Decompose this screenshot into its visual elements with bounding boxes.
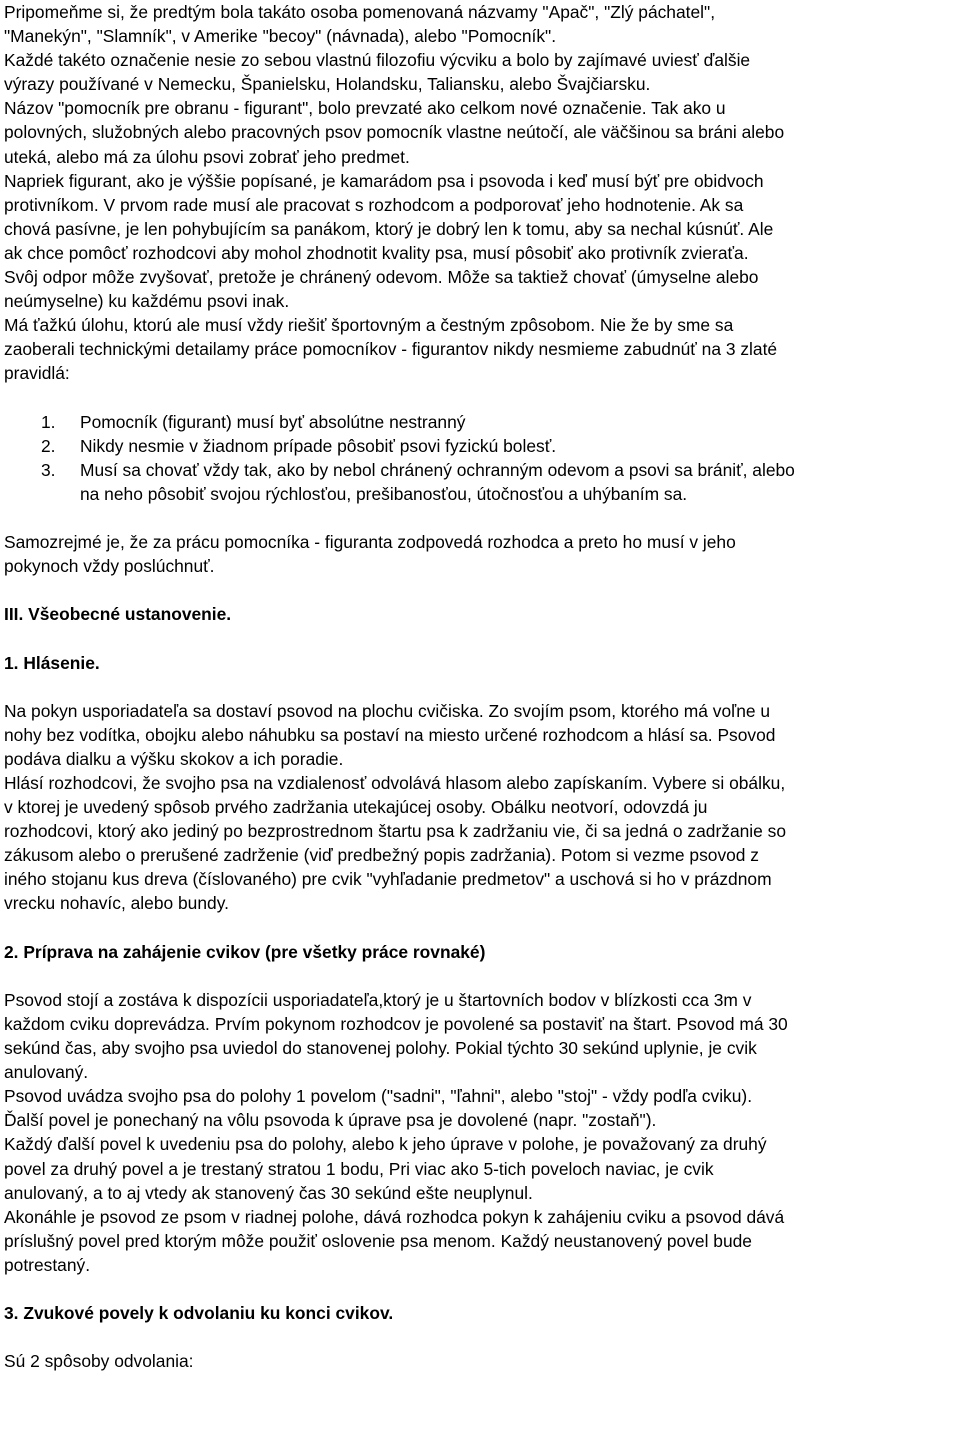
text-line: v ktorej je uvedený spôsob prvého zadržania utekajúcej osoby. Obálku neotvorí, odovzdá ju: [4, 797, 708, 818]
text-line: nohy bez vodítka, obojku alebo náhubku sa postaví na miesto určené rozhodcom a hlásí sa. Psovod: [4, 724, 776, 745]
text-line: chová pasívne, je len pohybujícím sa panákom, ktorý je dobrý len k tomu, aby sa nechal kúsnúť. Ale: [4, 218, 774, 239]
text-line: ak chce pomôcť rozhodcovi aby mohol zhodnotit kvality psa, musí pôsobiť ako protivník zvieraťa.: [4, 242, 749, 263]
list-item-text: Musí sa chovať vždy tak, ako by nebol chránený ochranným odevom a psovi sa brániť, alebo: [80, 459, 795, 480]
text-line: Na pokyn usporiadateľa sa dostaví psovod na plochu cvičiska. Zo svojím psom, ktorého má voľne u: [4, 700, 771, 721]
text-line: anulovaný.: [4, 1062, 89, 1083]
text-line: Má ťažkú úlohu, ktorú ale musí vždy riešiť športovným a čestným zpôsobom. Nie že by sme sa: [4, 315, 734, 336]
subsection-heading: 2. Príprava na zahájenie cvikov (pre všetky práce rovnaké): [4, 941, 486, 962]
text-line: polovných, služobných alebo pracovných psov pomocník vlastne neútočí, ale väčšinou sa bráni alebo: [4, 122, 785, 143]
paragraph: [4, 988, 954, 1277]
paragraph: [4, 530, 954, 578]
text-line: Sú 2 spôsoby odvolania:: [4, 1351, 194, 1372]
text-line: povel za druhý povel a je trestaný stratou 1 bodu, Pri viac ako 5-tich poveloch naviac, je cvik: [4, 1158, 714, 1179]
section-heading: III. Všeobecné ustanovenie.: [4, 604, 232, 625]
paragraph: [4, 699, 954, 916]
list-item: [4, 410, 954, 434]
text-line: každom cviku doprevádza. Prvím pokynom rozhodcov je povolené sa postaviť na štart. Psovod má 30: [4, 1013, 788, 1034]
list-number: 3.: [41, 459, 56, 480]
text-line: "Manekýn", "Slamník", v Amerike "becoy" (návnada), alebo "Pomocník".: [4, 26, 557, 47]
paragraph: [4, 1349, 954, 1373]
intro-paragraphs: [4, 0, 954, 386]
text-line: potrestaný.: [4, 1254, 91, 1275]
text-line: Každé takéto označenie nesie zo sebou vlastnú filozofiu výcviku a bolo by zajímavé uviesť ďalšie: [4, 50, 751, 71]
text-line: Názov "pomocník pre obranu - figurant", bolo prevzaté ako celkom nové označenie. Tak ako u: [4, 98, 726, 119]
text-line: Psovod stojí a zostáva k dispozícii usporiadateľa,ktorý je u štartovních bodov v blízkosti cca 3m v: [4, 989, 752, 1010]
list-number: 2.: [41, 435, 56, 456]
text-line: anulovaný, a to aj vtedy ak stanovený čas 30 sekúnd ešte neuplynul.: [4, 1182, 533, 1203]
text-line: Svôj odpor môže zvyšovať, pretože je chránený odevom. Môže sa taktiež chovať (úmyselne alebo: [4, 267, 759, 288]
list-item-text: Pomocník (figurant) musí byť absolútne nestranný: [80, 411, 466, 432]
list-item-text: na neho pôsobiť svojou rýchlosťou, prešibanosťou, útočnosťou a uhýbaním sa.: [80, 483, 688, 504]
text-line: pokynoch vždy poslúchnuť.: [4, 556, 215, 577]
subsection-heading: 3. Zvukové povely k odvolaniu ku konci cvikov.: [4, 1303, 394, 1324]
text-line: Psovod uvádza svojho psa do polohy 1 povelom ("sadni", "ľahni", alebo "stoj" - vždy podľa cviku).: [4, 1086, 753, 1107]
text-line: Každý ďalší povel k uvedeniu psa do polohy, alebo k jeho úprave v polohe, je považovaný za druhý: [4, 1134, 767, 1155]
text-line: iného stojanu kus dreva (číslovaného) pre cvik "vyhľadanie predmetov" a uschová si ho v prázdnom: [4, 869, 772, 890]
list-item: [4, 458, 954, 506]
list-number: 1.: [41, 411, 56, 432]
text-line: protivníkom. V prvom rade musí ale pracovat s rozhodcom a podporovať jeho hodnotenie. Ak sa: [4, 194, 744, 215]
text-line: sekúnd čas, aby svojho psa uviedol do stanovenej polohy. Pokial týchto 30 sekúnd uplynie, je cvik: [4, 1038, 757, 1059]
text-line: Ďalší povel je ponechaný na vôlu psovoda k úprave psa je dovolené (napr. "zostaň").: [4, 1110, 657, 1131]
text-line: príslušný povel pred ktorým môže použiť oslovenie psa menom. Každý neustanovený povel bude: [4, 1230, 752, 1251]
text-line: pravidlá:: [4, 363, 70, 384]
golden-rules-list: [4, 410, 954, 506]
text-line: vrecku nohavíc, alebo bundy.: [4, 893, 229, 914]
text-line: podáva dialku a výšku skokov a ich poradie.: [4, 748, 344, 769]
text-line: zaoberali technickými detailamy práce pomocníkov - figurantov nikdy nesmieme zabudnúť na 3 zlaté: [4, 339, 778, 360]
text-line: Hlásí rozhodcovi, že svojho psa na vzdialenosť odvolává hlasom alebo zapískaním. Vybere si obálku,: [4, 773, 786, 793]
text-line: zákusom alebo o prerušené zadrženie (viď predbežný popis zadržania). Potom si vezme psovod z: [4, 845, 760, 866]
text-line: uteká, alebo má za úlohu psovi zobrať jeho predmet.: [4, 146, 410, 167]
list-item-text: Nikdy nesmie v žiadnom prípade pôsobiť psovi fyzickú bolesť.: [80, 435, 557, 456]
text-line: Akonáhle je psovod ze psom v riadnej polohe, dává rozhodca pokyn k zahájeniu cviku a psovod dává: [4, 1206, 785, 1227]
text-line: Napriek figurant, ako je výššie popísané, je kamarádom psa i psovoda i keď musí býť pre obidvoch: [4, 170, 764, 191]
text-line: neúmyselne) ku každému psovi inak.: [4, 291, 290, 312]
subsection-heading: 1. Hlásenie.: [4, 652, 100, 673]
text-line: výrazy používané v Nemecku, Španielsku, Holandsku, Taliansku, alebo Švajčiarsku.: [4, 74, 651, 95]
list-item: [4, 434, 954, 458]
text-line: Samozrejmé je, že za prácu pomocníka - figuranta zodpovedá rozhodca a preto ho musí v jeho: [4, 532, 736, 553]
text-line: rozhodcovi, ktorý ako jediný po bezprostrednom štartu psa k zadržaniu vie, či sa jedná o zadržanie so: [4, 821, 787, 842]
text-line: Pripomeňme si, že predtým bola takáto osoba pomenovaná názvamy "Apač", "Zlý páchatel",: [4, 2, 716, 22]
